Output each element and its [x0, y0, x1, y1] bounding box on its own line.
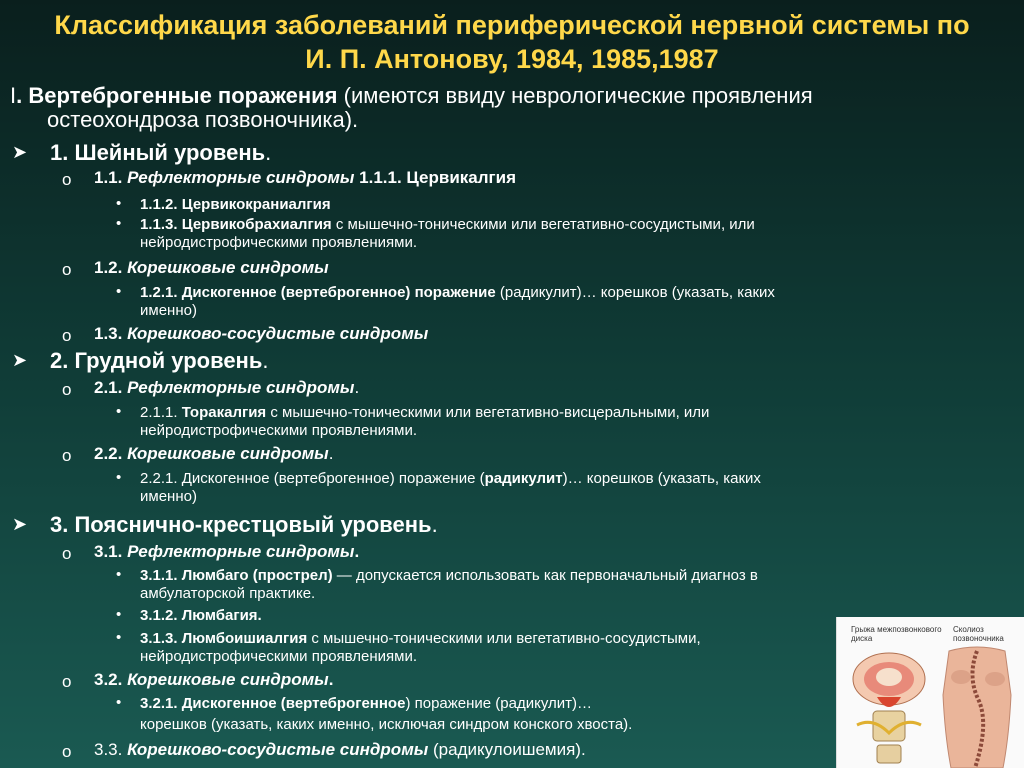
arrow-bullet-icon: ➤	[12, 142, 28, 162]
intro-rest: (имеются ввиду неврологические проявления	[337, 83, 813, 108]
item-1-1-2: 1.1.2. Цервикокраниалгия	[140, 196, 331, 213]
circle-bullet-icon: o	[62, 380, 72, 399]
section-2-heading: 2. Грудной уровень.	[50, 348, 269, 373]
circle-bullet-icon: o	[62, 742, 72, 761]
item-1-2-1-cont: именно)	[140, 302, 197, 319]
dot-bullet-icon: •	[116, 629, 122, 646]
dot-bullet-icon: •	[116, 606, 122, 623]
intro-line-2: остеохондроза позвоночника).	[47, 107, 359, 132]
item-2-2-1-cont: именно)	[140, 488, 197, 505]
caption-scoliosis: Сколиоз позвоночника	[953, 625, 1004, 643]
item-1-2-1: 1.2.1. Дискогенное (вертеброгенное) поражение (радикулит)… корешков (указать, каких	[140, 284, 775, 301]
circle-bullet-icon: o	[62, 260, 72, 279]
item-2-1-1: 2.1.1. Торакалгия с мышечно-тоническими или вегетативно-висцеральными, или	[140, 404, 710, 421]
item-1-1-3: 1.1.3. Цервикобрахиалгия с мышечно-тоническими или вегетативно-сосудистыми, или	[140, 216, 755, 233]
title-line-2: И. П. Антонову, 1984, 1985,1987	[305, 44, 719, 74]
dot-bullet-icon: •	[116, 215, 122, 232]
item-3-1-3: 3.1.3. Люмбоишиалгия с мышечно-тоническими или вегетативно-сосудистыми,	[140, 630, 701, 647]
item-2-1: 2.1. Рефлекторные синдромы.	[94, 378, 360, 397]
item-1-2: 1.2. Корешковые синдромы	[94, 258, 329, 277]
circle-bullet-icon: o	[62, 544, 72, 563]
item-3-1-1: 3.1.1. Люмбаго (прострел) — допускается использовать как первоначальный диагноз в	[140, 567, 758, 584]
item-3-2-1: 3.2.1. Дискогенное (вертеброгенное) поражение (радикулит)…	[140, 695, 593, 712]
item-2-2: 2.2. Корешковые синдромы.	[94, 444, 334, 463]
intro-line-1	[10, 84, 813, 108]
intro-numeral: I	[10, 83, 17, 108]
scoliosis-back-illustration	[943, 647, 1011, 768]
dot-bullet-icon: •	[116, 403, 122, 420]
item-3-3: 3.3. Корешково-сосудистые синдромы (радикулоишемия).	[94, 740, 586, 759]
item-3-1-3-cont: нейродистрофическими проявлениями.	[140, 648, 418, 665]
dot-bullet-icon: •	[116, 566, 122, 583]
item-3-2-1-cont: корешков (указать, каких именно, исключая синдром конского хвоста).	[140, 716, 633, 733]
item-1-1-3-cont: нейродистрофическими проявлениями.	[140, 234, 418, 251]
item-2-1-1-cont: нейродистрофическими проявлениями.	[140, 422, 418, 439]
slide-title	[0, 8, 1024, 76]
item-1-3: 1.3. Корешково-сосудистые синдромы	[94, 324, 429, 343]
section-3-heading: 3. Пояснично-крестцовый уровень.	[50, 512, 438, 537]
arrow-bullet-icon: ➤	[12, 514, 28, 534]
item-3-2: 3.2. Корешковые синдромы.	[94, 670, 334, 689]
caption-disc-hernia: Грыжа межпозвонкового диска	[851, 625, 942, 643]
item-3-1: 3.1. Рефлекторные синдромы.	[94, 542, 360, 561]
dot-bullet-icon: •	[116, 694, 122, 711]
section-1-heading: 1. Шейный уровень.	[50, 140, 272, 165]
item-3-1-1-cont: амбулаторской практике.	[140, 585, 316, 602]
anatomy-drawing	[837, 617, 1024, 768]
dot-bullet-icon: •	[116, 283, 122, 300]
intro-bold: . Вертеброгенные поражения	[16, 83, 338, 108]
dot-bullet-icon: •	[116, 195, 122, 212]
arrow-bullet-icon: ➤	[12, 350, 28, 370]
item-2-2-1: 2.2.1. Дискогенное (вертеброгенное) поражение (радикулит)… корешков (указать, каких	[140, 470, 761, 487]
dot-bullet-icon: •	[116, 469, 122, 486]
title-line-1: Классификация заболеваний периферической нервной системы по	[54, 10, 970, 40]
circle-bullet-icon: o	[62, 170, 72, 189]
item-1-1: 1.1. Рефлекторные синдромы 1.1.1. Цервикалгия	[94, 168, 516, 187]
item-3-1-2: 3.1.2. Люмбагия.	[140, 607, 262, 624]
anatomy-illustration	[836, 617, 1024, 768]
circle-bullet-icon: o	[62, 672, 72, 691]
circle-bullet-icon: o	[62, 326, 72, 345]
circle-bullet-icon: o	[62, 446, 72, 465]
disc-hernia-illustration	[853, 653, 925, 763]
